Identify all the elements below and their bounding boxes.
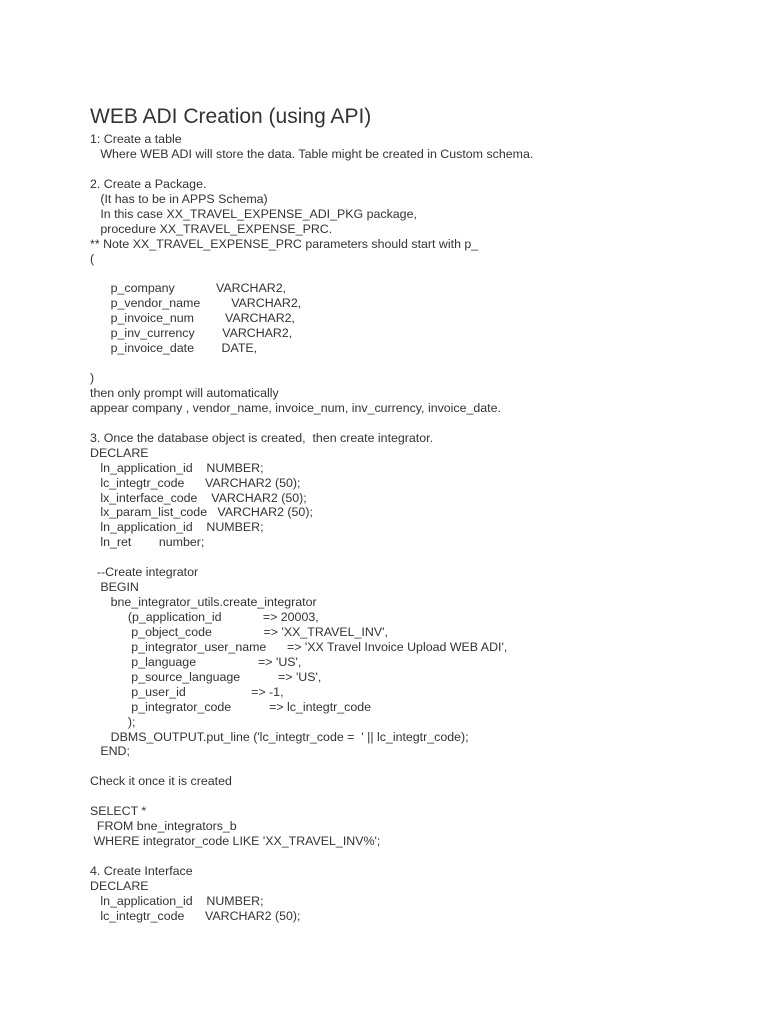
text-line: p_language => 'US', xyxy=(90,654,302,669)
text-line: bne_integrator_utils.create_integrator xyxy=(90,595,317,610)
text-line: p_inv_currency VARCHAR2, xyxy=(90,326,293,341)
text-line xyxy=(90,266,750,281)
text-line xyxy=(90,550,750,565)
text-line: DBMS_OUTPUT.put_line ('lc_integtr_code = ' || lc_integtr_code); xyxy=(90,729,469,744)
text-line: END; xyxy=(90,744,130,759)
text-line: Check it once it is created xyxy=(90,774,232,789)
text-line xyxy=(90,162,750,177)
text-line: lc_integtr_code VARCHAR2 (50); xyxy=(90,475,301,490)
text-line: lx_interface_code VARCHAR2 (50); xyxy=(90,490,307,505)
text-line: ln_application_id NUMBER; xyxy=(90,460,264,475)
text-line: DECLARE xyxy=(90,445,149,460)
text-line: 2. Create a Package. xyxy=(90,176,207,191)
text-line: 4. Create Interface xyxy=(90,863,193,878)
text-line: ln_ret number; xyxy=(90,535,205,550)
text-line: ln_application_id NUMBER; xyxy=(90,893,264,908)
text-line: SELECT * xyxy=(90,804,147,819)
text-line: p_invoice_date DATE, xyxy=(90,341,258,356)
text-line: procedure XX_TRAVEL_EXPENSE_PRC. xyxy=(90,221,333,236)
text-line: p_integrator_user_name => 'XX Travel Invoice Upload WEB ADI', xyxy=(90,639,508,654)
text-line: p_company VARCHAR2, xyxy=(90,281,287,296)
text-line: --Create integrator xyxy=(90,565,199,580)
text-line: appear company , vendor_name, invoice_num, inv_currency, invoice_date. xyxy=(90,400,501,415)
text-line: p_object_code => 'XX_TRAVEL_INV', xyxy=(90,624,388,639)
text-line: p_source_language => 'US', xyxy=(90,669,322,684)
text-line: lc_integtr_code VARCHAR2 (50); xyxy=(90,908,301,923)
text-line: ) xyxy=(90,371,95,385)
text-line xyxy=(90,759,750,774)
text-line: p_vendor_name VARCHAR2, xyxy=(90,296,302,311)
document-page xyxy=(90,104,750,924)
text-line: p_user_id => -1, xyxy=(90,684,284,699)
text-line: (p_application_id => 20003, xyxy=(90,610,319,624)
text-line xyxy=(90,416,750,431)
text-line xyxy=(90,789,750,804)
text-line: ( xyxy=(90,251,95,266)
text-line: 1: Create a table xyxy=(90,132,182,146)
text-line: Where WEB ADI will store the data. Table might be created in Custom schema. xyxy=(90,146,534,161)
text-line: (It has to be in APPS Schema) xyxy=(90,191,268,206)
text-line: ); xyxy=(90,714,136,729)
text-line: BEGIN xyxy=(90,580,139,595)
text-line: WHERE integrator_code LIKE 'XX_TRAVEL_INV%'; xyxy=(90,834,381,849)
document-body xyxy=(90,132,750,924)
text-line: then only prompt will automatically xyxy=(90,385,279,400)
text-line: 3. Once the database object is created, then create integrator. xyxy=(90,430,434,445)
text-line: p_invoice_num VARCHAR2, xyxy=(90,311,295,326)
text-line: ln_application_id NUMBER; xyxy=(90,520,264,535)
text-line xyxy=(90,849,750,864)
text-line: p_integrator_code => lc_integtr_code xyxy=(90,699,372,714)
text-line: ** Note XX_TRAVEL_EXPENSE_PRC parameters should start with p_ xyxy=(90,236,479,251)
text-line: DECLARE xyxy=(90,878,149,893)
text-line: In this case XX_TRAVEL_EXPENSE_ADI_PKG package, xyxy=(90,206,417,221)
text-line: FROM bne_integrators_b xyxy=(90,819,237,834)
text-line xyxy=(90,356,750,371)
document-title: WEB ADI Creation (using API) xyxy=(90,105,372,128)
text-line: lx_param_list_code VARCHAR2 (50); xyxy=(90,505,313,520)
